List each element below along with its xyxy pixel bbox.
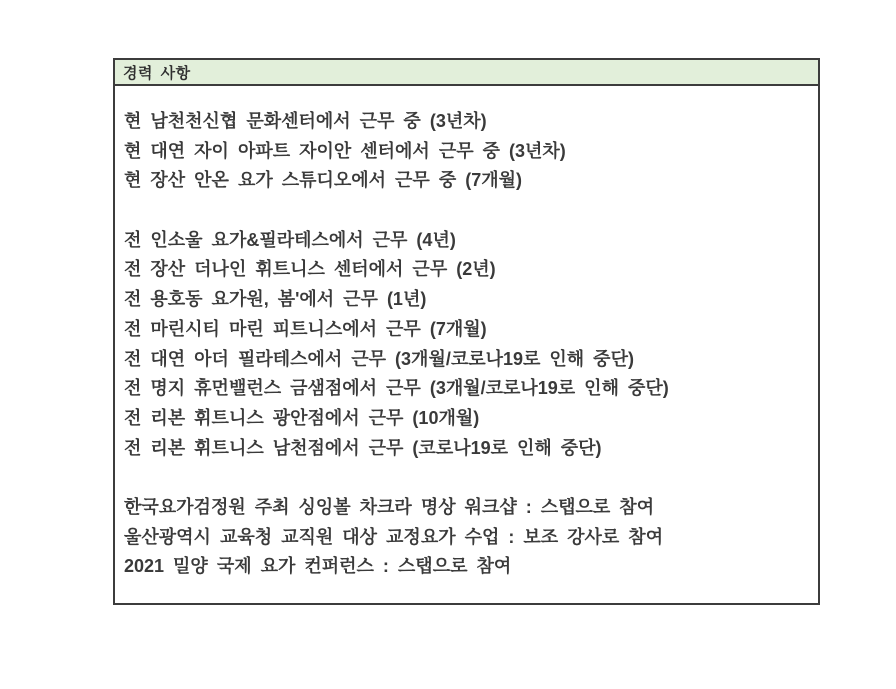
group-gap [124,463,808,493]
career-line: 현 대연 자이 아파트 자이안 센터에서 근무 중 (3년차) [124,140,566,161]
current-positions-group [124,107,808,196]
career-line: 전 리본 휘트니스 남천점에서 근무 (코로나19로 인해 중단) [124,437,602,458]
group-gap [124,196,808,226]
career-header-title: 경력 사항 [123,64,191,82]
career-line: 전 용호동 요가원, 봄'에서 근무 (1년) [124,289,427,310]
career-line: 현 장산 안온 요가 스튜디오에서 근무 중 (7개월) [124,170,522,191]
career-header [115,60,818,86]
previous-positions-group [124,226,808,464]
career-line: 전 명지 휴먼밸런스 금샘점에서 근무 (3개월/코로나19로 인해 중단) [124,378,669,399]
career-line: 전 장산 더나인 휘트니스 센터에서 근무 (2년) [124,259,496,280]
career-body [115,86,818,582]
career-line: 전 대연 아더 필라테스에서 근무 (3개월/코로나19로 인해 중단) [124,348,634,369]
activities-group [124,493,808,582]
career-line: 울산광역시 교육청 교직원 대상 교정요가 수업 : 보조 강사로 참여 [124,526,664,547]
career-line: 2021 밀양 국제 요가 컨퍼런스 : 스탭으로 참여 [124,556,512,577]
career-section [113,58,820,605]
career-line: 전 마린시티 마린 피트니스에서 근무 (7개월) [124,318,487,339]
career-line: 현 남천천신협 문화센터에서 근무 중 (3년차) [124,111,487,131]
career-line: 전 리본 휘트니스 광안점에서 근무 (10개월) [124,407,480,428]
career-line: 전 인소울 요가&필라테스에서 근무 (4년) [124,229,456,250]
career-line: 한국요가검정원 주최 싱잉볼 차크라 명상 워크샵 : 스탭으로 참여 [124,496,655,517]
